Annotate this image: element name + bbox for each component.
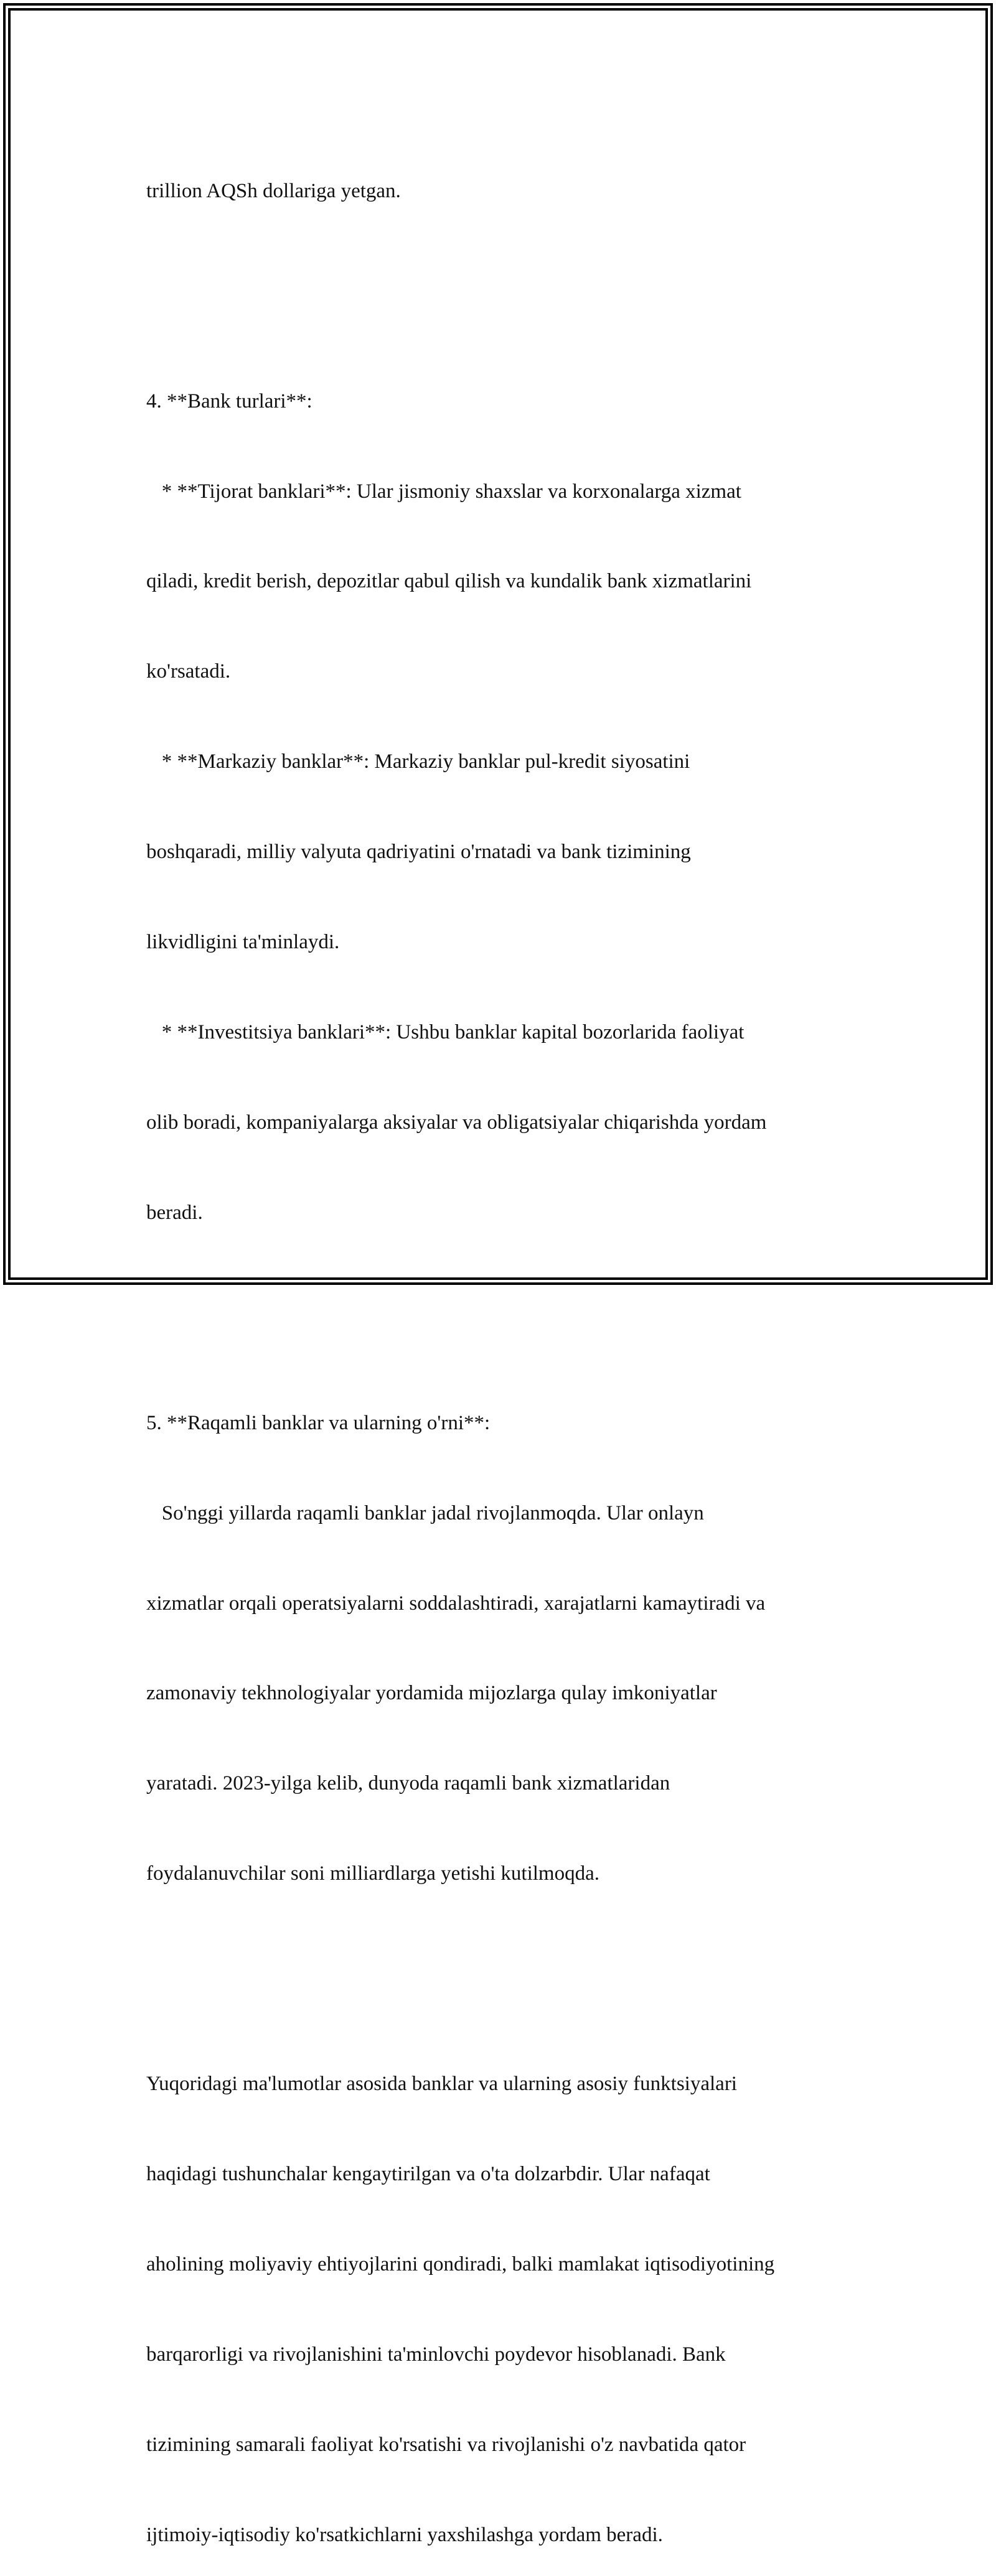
bank-type-item-line: likvidligini ta'minlaydi. xyxy=(146,931,340,954)
section-5-body-line: zamonaviy tekhnologiyalar yordamida mijozlarga qulay imkoniyatlar xyxy=(146,1682,717,1705)
section-5-body-line: foydalanuvchilar soni milliardlarga yetishi kutilmoqda. xyxy=(146,1862,599,1885)
bank-type-item-line: ko'rsatadi. xyxy=(146,660,231,683)
conclusion-line: Yuqoridagi ma'lumotlar asosida banklar va ularning asosiy funktsiyalari xyxy=(146,2073,737,2096)
blank-line xyxy=(146,266,856,296)
conclusion-line: ijtimoiy-iqtisodiy ko'rsatkichlarni yaxshilashga yordam beradi. xyxy=(146,2523,663,2546)
conclusion-line: haqidagi tushunchalar kengaytirilgan va o'ta dolzarbdir. Ular nafaqat xyxy=(146,2163,710,2186)
bank-type-item-line: * **Investitsiya banklari**: Ushbu banklar kapital bozorlarida faoliyat xyxy=(146,1020,745,1043)
conclusion-line: tizimining samarali faoliyat ko'rsatishi va rivojlanishi o'z navbatida qator xyxy=(146,2433,746,2456)
section-5-heading: 5. **Raqamli banklar va ularning o'rni**: xyxy=(146,1411,491,1434)
continuation-line: trillion AQSh dollariga yetgan. xyxy=(146,179,401,202)
bank-type-item-line: * **Tijorat banklari**: Ular jismoniy shaxslar va korxonalarga xizmat xyxy=(146,480,741,503)
section-4-heading: 4. **Bank turlari**: xyxy=(146,390,312,413)
bank-type-item-line: olib boradi, kompaniyalarga aksiyalar va obligatsiyalar chiqarishda yordam xyxy=(146,1111,767,1134)
bank-type-item-line: qiladi, kredit berish, depozitlar qabul qilish va kundalik bank xizmatlarini xyxy=(146,570,752,593)
section-5-body-line: xizmatlar orqali operatsiyalarni soddalashtiradi, xarajatlarni kamaytiradi va xyxy=(146,1592,766,1615)
document-body xyxy=(146,116,856,2576)
bank-type-item-line: beradi. xyxy=(146,1201,203,1224)
bank-type-item-line: * **Markaziy banklar**: Markaziy banklar pul-kredit siyosatini xyxy=(146,750,690,773)
blank-line xyxy=(146,1288,856,1318)
bank-type-item-line: boshqaradi, milliy valyuta qadriyatini o'rnatadi va bank tizimining xyxy=(146,841,691,864)
conclusion-line: barqarorligi va rivojlanishini ta'minlovchi poydevor hisoblanadi. Bank xyxy=(146,2343,726,2366)
conclusion-line: aholining moliyaviy ehtiyojlarini qondiradi, balki mamlakat iqtisodiyotining xyxy=(146,2253,775,2276)
section-5-body-line: yaratadi. 2023-yilga kelib, dunyoda raqamli bank xizmatlaridan xyxy=(146,1772,670,1795)
blank-line xyxy=(146,1949,856,1979)
section-5-body-line: So'nggi yillarda raqamli banklar jadal rivojlanmoqda. Ular onlayn xyxy=(146,1501,704,1524)
